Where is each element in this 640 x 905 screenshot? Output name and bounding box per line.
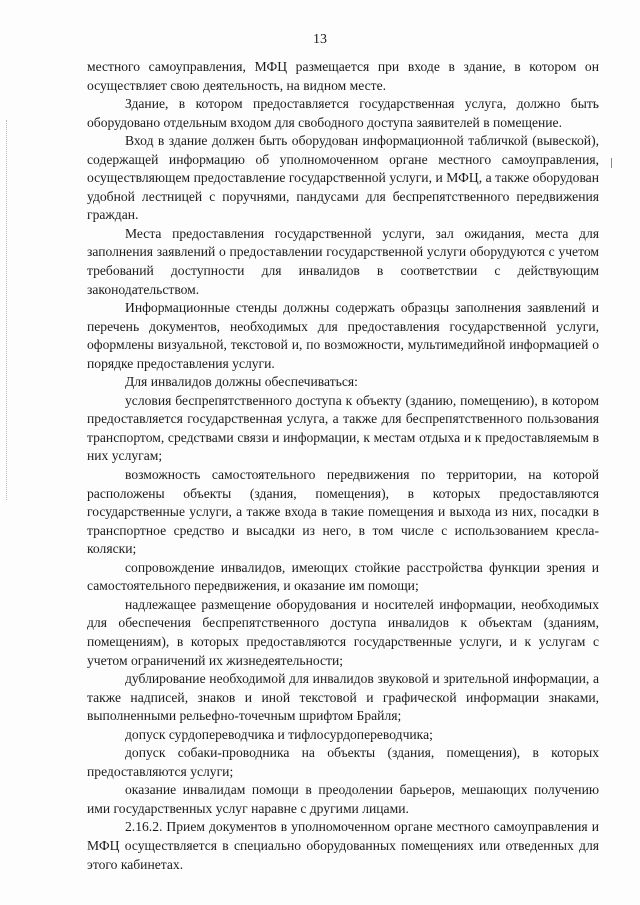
list-item: оказание инвалидам помощи в преодолении барьеров, мешающих получению ими государственных услуг наравне с другими лицами. [87, 782, 599, 816]
paragraph: Здание, в котором предоставляется государственная услуга, должно быть оборудовано отдельным входом для свободного доступа заявителей в помещение. [87, 96, 599, 130]
list-item: допуск сурдопереводчика и тифлосурдопереводчика; [125, 726, 433, 742]
list-item: допуск собаки-проводника на объекты (здания, помещения), в которых предоставляются услуги; [87, 745, 599, 779]
page-number: 13 [313, 32, 327, 47]
list-item: надлежащее размещение оборудования и носителей информации, необходимых для обеспечения беспрепятственного доступа инвалидов к объектам (зданиям, помещениям), в которых предоставляются государственные услуги, и к услугам с учетом ограничений их жизнедеятельности; [87, 596, 599, 668]
document-body [87, 58, 599, 874]
paragraph: Места предоставления государственной услуги, зал ожидания, места для заполнения заявлений о предоставлении государственной услуги оборудуются с учетом требований доступности для инвалидов в соответствии с действующим законодательством. [87, 225, 599, 297]
list-item: условия беспрепятственного доступа к объекту (зданию, помещению), в котором предоставляется государственная услуга, а также для беспрепятственного пользования транспортом, средствами связи и информации, к местам отдыха и к предоставляемым в них услугам; [87, 392, 599, 464]
paragraph: Вход в здание должен быть оборудован информационной табличкой (вывеской), содержащей информацию об уполномоченном органе местного самоуправления, осуществляющем предоставление государственной услуги, и МФЦ, а также оборудован удобной лестницей с поручнями, пандусами для беспрепятственного передвижения граждан. [87, 133, 599, 223]
paragraph: Для инвалидов должны обеспечиваться: [125, 374, 358, 390]
scan-mark [611, 158, 612, 168]
list-item: дублирование необходимой для инвалидов звуковой и зрительной информации, а также надписей, знаков и иной текстовой и графической информации знаками, выполненными рельефно-точечным шрифтом Брайля; [87, 671, 599, 724]
scan-edge-artifact [6, 120, 8, 500]
list-item: сопровождение инвалидов, имеющих стойкие расстройства функции зрения и самостоятельного передвижения, и оказание им помощи; [87, 559, 599, 594]
section-paragraph: 2.16.2. Прием документов в уполномоченном органе местного самоуправления и МФЦ осуществляется в специально оборудованных помещениях или отведенных для этого кабинетах. [87, 819, 599, 872]
paragraph: местного самоуправления, МФЦ размещается при входе в здание, в котором он осуществляет свою деятельность, на видном месте. [87, 59, 599, 93]
paragraph: Информационные стенды должны содержать образцы заполнения заявлений и перечень документов, необходимых для предоставления государственной услуги, оформлены визуальной, текстовой и, по возможности, мультимедийной информацией о порядке предоставления услуги. [87, 300, 599, 371]
list-item: возможность самостоятельного передвижения по территории, на которой расположены объекты (здания, помещения), в которых предоставляются государственные услуги, а также входа в такие помещения и выхода из них, посадки в транспортное средство и высадки из него, в том числе с использованием кресла-коляски; [87, 467, 599, 557]
